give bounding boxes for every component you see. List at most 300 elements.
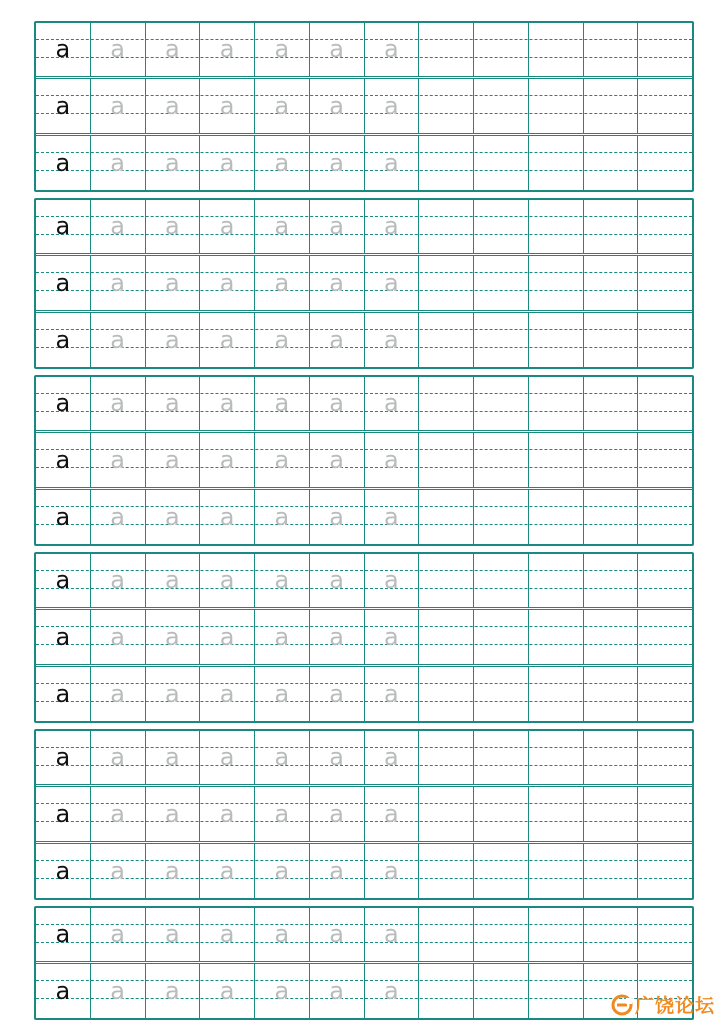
- trace-letter: a: [274, 35, 290, 63]
- trace-cell: [255, 313, 310, 367]
- trace-cell: [200, 490, 255, 544]
- row-block: [34, 729, 694, 900]
- trace-letter: a: [165, 389, 180, 417]
- trace-letter: a: [274, 566, 290, 594]
- blank-practice-cell[interactable]: [638, 23, 692, 76]
- writing-row: [36, 554, 692, 607]
- trace-cell: [310, 964, 365, 1018]
- blank-practice-cell[interactable]: [529, 313, 584, 367]
- blank-practice-cell[interactable]: [529, 844, 584, 898]
- trace-cell: [91, 256, 146, 310]
- trace-letter: a: [329, 148, 344, 177]
- model-cell: [36, 313, 91, 367]
- trace-cell: [146, 731, 201, 784]
- model-letter: a: [55, 212, 71, 240]
- trace-cell: [91, 23, 146, 76]
- trace-letter: a: [329, 502, 344, 531]
- trace-letter: a: [219, 799, 235, 828]
- trace-cell: [146, 377, 201, 430]
- blank-practice-cell[interactable]: [529, 731, 584, 784]
- trace-letter: a: [384, 566, 399, 594]
- trace-cell: [255, 610, 310, 664]
- trace-cell: [310, 200, 365, 253]
- row-block: [34, 375, 694, 546]
- blank-practice-cell[interactable]: [419, 313, 474, 367]
- writing-row: [36, 430, 692, 487]
- trace-cell: [365, 377, 420, 430]
- trace-cell: [146, 964, 201, 1018]
- trace-cell: [310, 908, 365, 961]
- trace-letter: a: [329, 976, 344, 1005]
- trace-cell: [310, 731, 365, 784]
- blank-practice-cell[interactable]: [419, 433, 474, 487]
- blank-practice-cell[interactable]: [584, 908, 639, 961]
- trace-cell: [365, 964, 420, 1018]
- trace-cell: [91, 377, 146, 430]
- trace-cell: [200, 610, 255, 664]
- trace-letter: a: [329, 920, 344, 948]
- trace-cell: [200, 667, 255, 721]
- trace-letter: a: [219, 856, 235, 885]
- blank-practice-cell[interactable]: [474, 554, 529, 607]
- trace-cell: [146, 79, 201, 133]
- model-letter: a: [55, 920, 71, 948]
- blank-practice-cell[interactable]: [474, 490, 529, 544]
- trace-cell: [146, 787, 201, 841]
- trace-letter: a: [165, 743, 180, 771]
- trace-letter: a: [274, 389, 290, 417]
- trace-letter: a: [219, 743, 235, 771]
- model-cell: [36, 377, 91, 430]
- trace-letter: a: [384, 35, 399, 63]
- trace-cell: [91, 79, 146, 133]
- trace-letter: a: [384, 920, 399, 948]
- trace-letter: a: [384, 268, 399, 297]
- trace-cell: [91, 313, 146, 367]
- trace-cell: [255, 731, 310, 784]
- blank-practice-cell[interactable]: [529, 787, 584, 841]
- model-cell: [36, 610, 91, 664]
- writing-row: [36, 377, 692, 430]
- blank-practice-cell[interactable]: [419, 200, 474, 253]
- trace-cell: [255, 256, 310, 310]
- model-cell: [36, 731, 91, 784]
- model-letter: a: [55, 148, 71, 177]
- blank-practice-cell[interactable]: [419, 787, 474, 841]
- trace-cell: [200, 313, 255, 367]
- blank-practice-cell[interactable]: [474, 23, 529, 76]
- blank-practice-cell[interactable]: [638, 554, 692, 607]
- blank-practice-cell[interactable]: [419, 908, 474, 961]
- trace-cell: [310, 844, 365, 898]
- trace-letter: a: [110, 35, 125, 63]
- model-cell: [36, 433, 91, 487]
- trace-cell: [255, 79, 310, 133]
- blank-practice-cell[interactable]: [474, 731, 529, 784]
- blank-practice-cell[interactable]: [474, 377, 529, 430]
- trace-letter: a: [329, 566, 344, 594]
- trace-cell: [200, 964, 255, 1018]
- blank-practice-cell[interactable]: [419, 377, 474, 430]
- writing-row: [36, 961, 692, 1018]
- blank-practice-cell[interactable]: [584, 433, 639, 487]
- blank-practice-cell[interactable]: [419, 23, 474, 76]
- blank-practice-cell[interactable]: [474, 844, 529, 898]
- blank-practice-cell[interactable]: [584, 313, 639, 367]
- blank-practice-cell[interactable]: [638, 844, 692, 898]
- trace-letter: a: [384, 389, 399, 417]
- blank-practice-cell[interactable]: [474, 908, 529, 961]
- trace-cell: [365, 79, 420, 133]
- trace-letter: a: [219, 502, 235, 531]
- trace-letter: a: [165, 445, 180, 474]
- trace-cell: [255, 377, 310, 430]
- trace-cell: [91, 554, 146, 607]
- trace-letter: a: [165, 325, 180, 354]
- writing-row: [36, 841, 692, 898]
- trace-letter: a: [110, 856, 125, 885]
- trace-cell: [310, 256, 365, 310]
- trace-cell: [310, 554, 365, 607]
- blank-practice-cell[interactable]: [474, 787, 529, 841]
- trace-letter: a: [274, 976, 290, 1005]
- trace-cell: [200, 731, 255, 784]
- blank-practice-cell[interactable]: [474, 964, 529, 1018]
- writing-grid: [34, 21, 694, 1026]
- blank-practice-cell[interactable]: [584, 377, 639, 430]
- trace-letter: a: [384, 622, 399, 651]
- blank-practice-cell[interactable]: [529, 964, 584, 1018]
- blank-practice-cell[interactable]: [584, 256, 639, 310]
- blank-practice-cell[interactable]: [638, 79, 692, 133]
- blank-practice-cell[interactable]: [419, 136, 474, 190]
- trace-cell: [200, 256, 255, 310]
- trace-letter: a: [219, 325, 235, 354]
- blank-practice-cell[interactable]: [529, 610, 584, 664]
- trace-letter: a: [165, 212, 180, 240]
- writing-row: [36, 23, 692, 76]
- trace-cell: [200, 377, 255, 430]
- trace-letter: a: [110, 743, 125, 771]
- model-cell: [36, 667, 91, 721]
- trace-cell: [200, 787, 255, 841]
- model-letter: a: [55, 35, 71, 63]
- trace-letter: a: [219, 148, 235, 177]
- trace-cell: [365, 554, 420, 607]
- trace-letter: a: [219, 566, 235, 594]
- blank-practice-cell[interactable]: [529, 667, 584, 721]
- trace-letter: a: [384, 743, 399, 771]
- blank-practice-cell[interactable]: [638, 433, 692, 487]
- model-cell: [36, 79, 91, 133]
- blank-practice-cell[interactable]: [474, 433, 529, 487]
- writing-row: [36, 664, 692, 721]
- trace-letter: a: [384, 679, 399, 708]
- model-letter: a: [55, 502, 71, 531]
- blank-practice-cell[interactable]: [529, 554, 584, 607]
- model-letter: a: [55, 389, 71, 417]
- blank-practice-cell[interactable]: [419, 79, 474, 133]
- trace-letter: a: [110, 268, 125, 297]
- trace-cell: [255, 554, 310, 607]
- trace-cell: [365, 200, 420, 253]
- trace-letter: a: [384, 502, 399, 531]
- blank-practice-cell[interactable]: [638, 908, 692, 961]
- trace-cell: [310, 433, 365, 487]
- trace-letter: a: [329, 679, 344, 708]
- trace-letter: a: [384, 445, 399, 474]
- trace-letter: a: [274, 920, 290, 948]
- model-cell: [36, 908, 91, 961]
- blank-practice-cell[interactable]: [638, 610, 692, 664]
- trace-letter: a: [329, 799, 344, 828]
- blank-practice-cell[interactable]: [584, 610, 639, 664]
- blank-practice-cell[interactable]: [584, 79, 639, 133]
- trace-letter: a: [384, 856, 399, 885]
- model-letter: a: [55, 622, 71, 651]
- blank-practice-cell[interactable]: [419, 554, 474, 607]
- writing-row: [36, 253, 692, 310]
- trace-cell: [365, 23, 420, 76]
- trace-letter: a: [165, 799, 180, 828]
- trace-cell: [365, 136, 420, 190]
- writing-row: [36, 607, 692, 664]
- blank-practice-cell[interactable]: [419, 731, 474, 784]
- model-cell: [36, 256, 91, 310]
- trace-cell: [146, 23, 201, 76]
- blank-practice-cell[interactable]: [638, 667, 692, 721]
- trace-letter: a: [274, 445, 290, 474]
- trace-cell: [255, 433, 310, 487]
- blank-practice-cell[interactable]: [419, 844, 474, 898]
- trace-letter: a: [384, 325, 399, 354]
- writing-row: [36, 731, 692, 784]
- trace-letter: a: [219, 35, 235, 63]
- trace-cell: [146, 200, 201, 253]
- trace-cell: [146, 844, 201, 898]
- writing-row: [36, 784, 692, 841]
- trace-letter: a: [165, 148, 180, 177]
- trace-letter: a: [219, 91, 235, 120]
- trace-letter: a: [110, 91, 125, 120]
- trace-letter: a: [219, 212, 235, 240]
- trace-cell: [200, 554, 255, 607]
- trace-cell: [310, 667, 365, 721]
- trace-cell: [200, 136, 255, 190]
- trace-cell: [146, 313, 201, 367]
- model-cell: [36, 964, 91, 1018]
- watermark: [611, 991, 715, 1018]
- trace-cell: [91, 433, 146, 487]
- row-block: [34, 906, 694, 1020]
- model-cell: [36, 136, 91, 190]
- blank-practice-cell[interactable]: [419, 256, 474, 310]
- blank-practice-cell[interactable]: [529, 377, 584, 430]
- blank-practice-cell[interactable]: [638, 377, 692, 430]
- trace-letter: a: [165, 268, 180, 297]
- model-cell: [36, 787, 91, 841]
- trace-letter: a: [329, 212, 344, 240]
- blank-practice-cell[interactable]: [638, 490, 692, 544]
- blank-practice-cell[interactable]: [584, 23, 639, 76]
- trace-cell: [310, 23, 365, 76]
- trace-letter: a: [165, 91, 180, 120]
- blank-practice-cell[interactable]: [419, 667, 474, 721]
- row-block: [34, 198, 694, 369]
- blank-practice-cell[interactable]: [529, 136, 584, 190]
- model-letter: a: [55, 799, 71, 828]
- trace-letter: a: [274, 622, 290, 651]
- writing-row: [36, 200, 692, 253]
- blank-practice-cell[interactable]: [474, 136, 529, 190]
- trace-cell: [310, 787, 365, 841]
- trace-letter: a: [329, 445, 344, 474]
- trace-cell: [146, 908, 201, 961]
- trace-cell: [255, 908, 310, 961]
- blank-practice-cell[interactable]: [584, 787, 639, 841]
- writing-row: [36, 310, 692, 367]
- blank-practice-cell[interactable]: [474, 79, 529, 133]
- trace-letter: a: [329, 91, 344, 120]
- trace-letter: a: [165, 502, 180, 531]
- trace-cell: [200, 23, 255, 76]
- blank-practice-cell[interactable]: [638, 256, 692, 310]
- model-letter: a: [55, 566, 71, 594]
- blank-practice-cell[interactable]: [638, 200, 692, 253]
- trace-cell: [310, 79, 365, 133]
- blank-practice-cell[interactable]: [529, 23, 584, 76]
- blank-practice-cell[interactable]: [584, 490, 639, 544]
- trace-letter: a: [274, 856, 290, 885]
- trace-letter: a: [110, 212, 125, 240]
- trace-letter: a: [384, 148, 399, 177]
- trace-letter: a: [165, 622, 180, 651]
- trace-letter: a: [110, 622, 125, 651]
- model-letter: a: [55, 268, 71, 297]
- trace-cell: [310, 313, 365, 367]
- trace-cell: [365, 490, 420, 544]
- trace-letter: a: [110, 920, 125, 948]
- trace-cell: [365, 667, 420, 721]
- trace-letter: a: [274, 148, 290, 177]
- trace-cell: [310, 490, 365, 544]
- trace-letter: a: [219, 976, 235, 1005]
- trace-cell: [365, 610, 420, 664]
- blank-practice-cell[interactable]: [474, 200, 529, 253]
- blank-practice-cell[interactable]: [638, 313, 692, 367]
- model-cell: [36, 844, 91, 898]
- blank-practice-cell[interactable]: [638, 787, 692, 841]
- blank-practice-cell[interactable]: [529, 79, 584, 133]
- trace-cell: [146, 433, 201, 487]
- blank-practice-cell[interactable]: [584, 200, 639, 253]
- trace-letter: a: [384, 976, 399, 1005]
- trace-cell: [91, 964, 146, 1018]
- trace-cell: [146, 667, 201, 721]
- writing-row: [36, 76, 692, 133]
- blank-practice-cell[interactable]: [529, 200, 584, 253]
- model-cell: [36, 554, 91, 607]
- trace-letter: a: [274, 799, 290, 828]
- model-cell: [36, 490, 91, 544]
- trace-cell: [255, 490, 310, 544]
- trace-cell: [200, 908, 255, 961]
- trace-cell: [91, 787, 146, 841]
- blank-practice-cell[interactable]: [584, 554, 639, 607]
- trace-letter: a: [274, 679, 290, 708]
- blank-practice-cell[interactable]: [584, 731, 639, 784]
- trace-letter: a: [274, 502, 290, 531]
- trace-letter: a: [274, 325, 290, 354]
- blank-practice-cell[interactable]: [474, 667, 529, 721]
- trace-letter: a: [165, 566, 180, 594]
- writing-row: [36, 487, 692, 544]
- trace-letter: a: [110, 325, 125, 354]
- trace-letter: a: [110, 445, 125, 474]
- trace-letter: a: [329, 325, 344, 354]
- trace-cell: [91, 667, 146, 721]
- trace-cell: [365, 731, 420, 784]
- trace-letter: a: [165, 976, 180, 1005]
- trace-cell: [255, 844, 310, 898]
- trace-letter: a: [110, 799, 125, 828]
- trace-cell: [91, 844, 146, 898]
- trace-cell: [200, 200, 255, 253]
- trace-cell: [365, 256, 420, 310]
- trace-cell: [255, 667, 310, 721]
- trace-cell: [146, 490, 201, 544]
- blank-practice-cell[interactable]: [529, 490, 584, 544]
- trace-letter: a: [110, 679, 125, 708]
- trace-letter: a: [165, 856, 180, 885]
- trace-cell: [146, 554, 201, 607]
- model-letter: a: [55, 325, 71, 354]
- trace-letter: a: [329, 268, 344, 297]
- blank-practice-cell[interactable]: [584, 136, 639, 190]
- trace-cell: [310, 610, 365, 664]
- blank-practice-cell[interactable]: [419, 610, 474, 664]
- blank-practice-cell[interactable]: [419, 490, 474, 544]
- blank-practice-cell[interactable]: [638, 731, 692, 784]
- trace-cell: [365, 844, 420, 898]
- blank-practice-cell[interactable]: [529, 908, 584, 961]
- trace-cell: [91, 490, 146, 544]
- trace-letter: a: [274, 212, 290, 240]
- writing-row: [36, 133, 692, 190]
- blank-practice-cell[interactable]: [584, 667, 639, 721]
- blank-practice-cell[interactable]: [529, 256, 584, 310]
- trace-cell: [365, 908, 420, 961]
- blank-practice-cell[interactable]: [474, 313, 529, 367]
- blank-practice-cell[interactable]: [474, 610, 529, 664]
- trace-cell: [200, 79, 255, 133]
- trace-cell: [91, 731, 146, 784]
- trace-cell: [255, 787, 310, 841]
- trace-cell: [146, 256, 201, 310]
- model-letter: a: [55, 91, 71, 120]
- blank-practice-cell[interactable]: [584, 844, 639, 898]
- blank-practice-cell[interactable]: [474, 256, 529, 310]
- blank-practice-cell[interactable]: [529, 433, 584, 487]
- trace-letter: a: [329, 622, 344, 651]
- e-logo-icon: [611, 994, 633, 1016]
- trace-letter: a: [110, 502, 125, 531]
- blank-practice-cell[interactable]: [638, 136, 692, 190]
- blank-practice-cell[interactable]: [419, 964, 474, 1018]
- trace-cell: [91, 136, 146, 190]
- trace-cell: [365, 433, 420, 487]
- trace-letter: a: [219, 679, 235, 708]
